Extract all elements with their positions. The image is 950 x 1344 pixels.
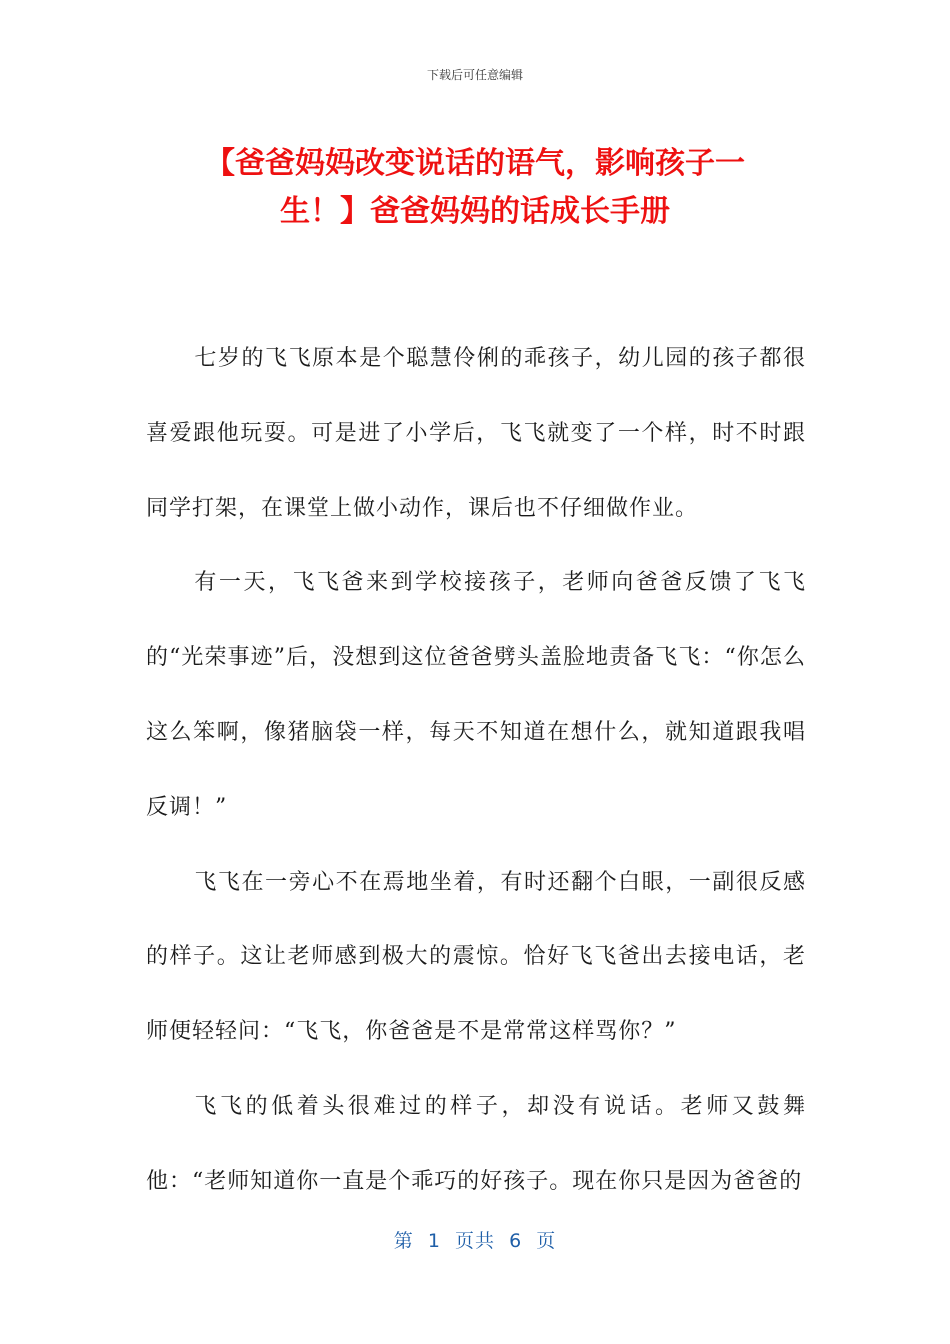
document-title bbox=[145, 140, 805, 236]
paragraph-2: 有一天，飞飞爸来到学校接孩子，老师向爸爸反馈了飞飞的“光荣事迹”后，没想到这位爸爸劈头盖脸地责备飞飞：“你怎么这么笨啊，像猪脑袋一样，每天不知道在想什么，就知道跟我唱反调！” bbox=[146, 570, 806, 820]
paragraph-1: 七岁的飞飞原本是个聪慧伶俐的乖孩子，幼儿园的孩子都很喜爱跟他玩耍。可是进了小学后，飞飞就变了一个样，时不时跟同学打架，在课堂上做小动作，课后也不仔细做作业。 bbox=[146, 346, 806, 521]
header-note: 下载后可任意编辑 bbox=[426, 68, 523, 82]
paragraph-4: 飞飞的低着头很难过的样子，却没有说话。老师又鼓舞他：“老师知道你一直是个乖巧的好孩子。现在你只是因为爸爸的 bbox=[146, 1093, 806, 1194]
paragraph-3: 飞飞在一旁心不在焉地坐着，有时还翻个白眼，一副很反感的样子。这让老师感到极大的震惊。恰好飞飞爸出去接电话，老师便轻轻问：“飞飞，你爸爸是不是常常这样骂你？” bbox=[146, 869, 806, 1045]
title-line-2: 生！】爸爸妈妈的话成长手册 bbox=[280, 194, 670, 229]
page-number-footer: 第 1 页共 6 页 bbox=[393, 1230, 557, 1252]
document-body bbox=[146, 322, 806, 1220]
title-line-1: 【爸爸妈妈改变说话的语气，影响孩子一 bbox=[205, 146, 745, 181]
